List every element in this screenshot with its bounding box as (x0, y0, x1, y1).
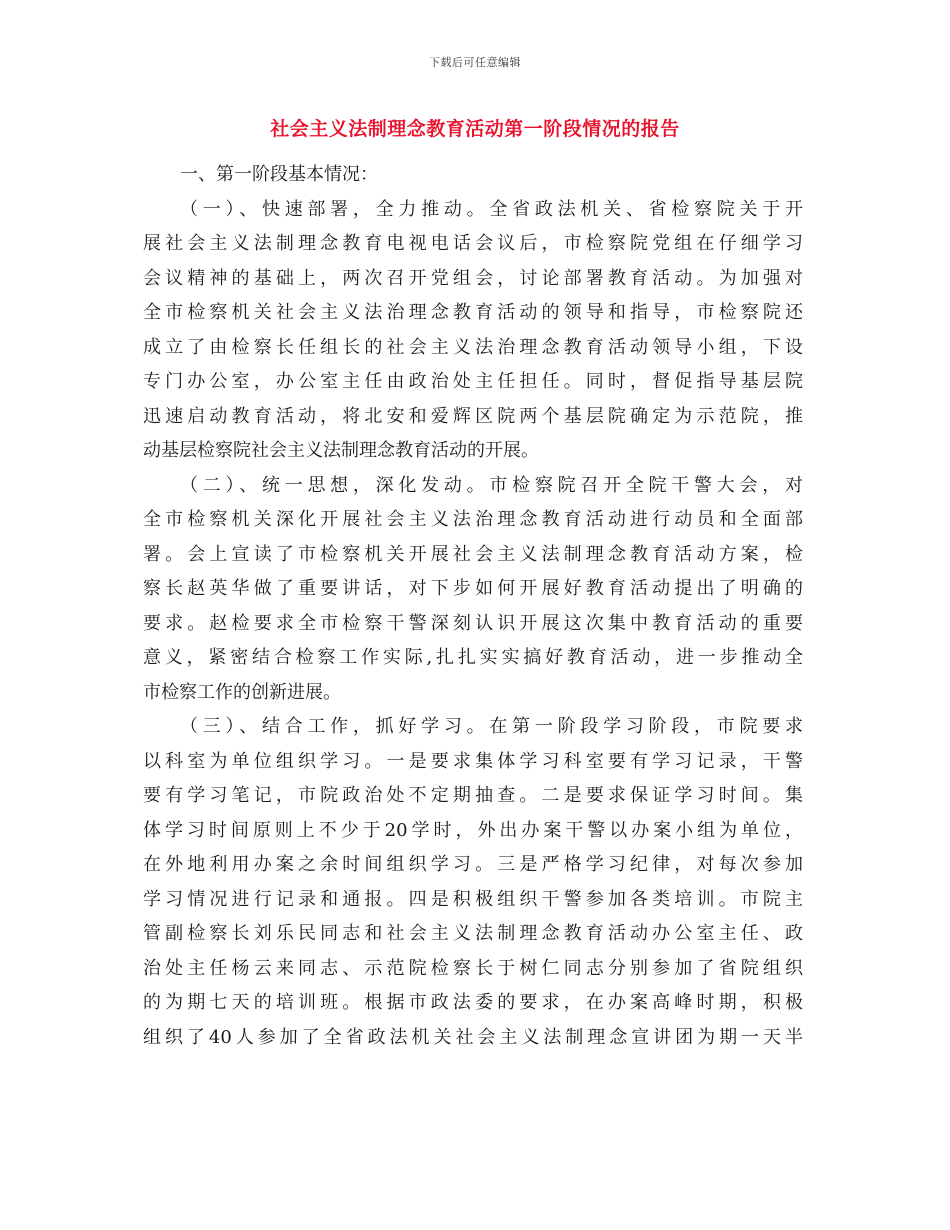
body-line: 全市检察机关社会主义法治理念教育活动的领导和指导，市检察院还 (143, 302, 803, 323)
body-line: 全市检察机关深化开展社会主义法治理念教育活动进行动员和全面部 (143, 509, 803, 530)
body-line: 专门办公室，办公室主任由政治处主任担任。同时，督促指导基层院 (143, 371, 803, 392)
body-line: 市检察工作的创新进展。 (143, 681, 341, 703)
body-line: 学习情况进行记录和通报。四是积极组织干警参加各类培训。市院主 (143, 888, 803, 910)
body-line: 会议精神的基础上，两次召开党组会，讨论部署教育活动。为加强对 (143, 267, 803, 289)
body-line: 成立了由检察长任组长的社会主义法治理念教育活动领导小组，下设 (143, 336, 803, 358)
body-line: 管副检察长刘乐民同志和社会主义法制理念教育活动办公室主任、政 (143, 923, 803, 944)
body-line: 意义，紧密结合检察工作实际,扎扎实实搞好教育活动，进一步推动全 (143, 647, 803, 668)
body-line: 察长赵英华做了重要讲话，对下步如何开展好教育活动提出了明确的 (143, 578, 803, 599)
body-line: （一）、快速部署，全力推动。全省政法机关、省检察院关于开 (180, 198, 803, 220)
body-line: （二）、统一思想，深化发动。市检察院召开全院干警大会，对 (180, 474, 803, 496)
body-line: 要有学习笔记，市院政治处不定期抽查。二是要求保证学习时间。集 (143, 785, 803, 806)
body-line: （三）、结合工作，抓好学习。在第一阶段学习阶段，市院要求 (180, 716, 803, 737)
body-line: 组织了40人参加了全省政法机关社会主义法制理念宣讲团为期一天半 (143, 1026, 803, 1048)
body-line: 在外地利用办案之余时间组织学习。三是严格学习纪律，对每次参加 (143, 854, 803, 875)
body-line: 体学习时间原则上不少于20学时，外出办案干警以办案小组为单位， (143, 819, 803, 841)
document-body (143, 158, 803, 1055)
body-line: 迅速启动教育活动，将北安和爱辉区院两个基层院确定为示范院，推 (143, 405, 803, 427)
body-line: 动基层检察院社会主义法制理念教育活动的开展。 (143, 440, 539, 461)
body-line: 要求。赵检要求全市检察干警深刻认识开展这次集中教育活动的重要 (143, 612, 803, 634)
body-line: 的为期七天的培训班。根据市政法委的要求，在办案高峰时期，积极 (143, 992, 803, 1013)
body-line: 以科室为单位组织学习。一是要求集体学习科室要有学习记录，干警 (143, 750, 803, 772)
body-line: 展社会主义法制理念教育电视电话会议后，市检察院党组在仔细学习 (143, 233, 803, 254)
document-title: 社会主义法制理念教育活动第一阶段情况的报告 (270, 118, 680, 140)
body-line: 治处主任杨云来同志、示范院检察长于树仁同志分别参加了省院组织 (143, 957, 803, 979)
header-note: 下载后可任意编辑 (429, 56, 521, 69)
body-line: 一、第一阶段基本情况： (180, 164, 378, 185)
body-line: 署。会上宣读了市检察机关开展社会主义法制理念教育活动方案，检 (143, 543, 803, 565)
